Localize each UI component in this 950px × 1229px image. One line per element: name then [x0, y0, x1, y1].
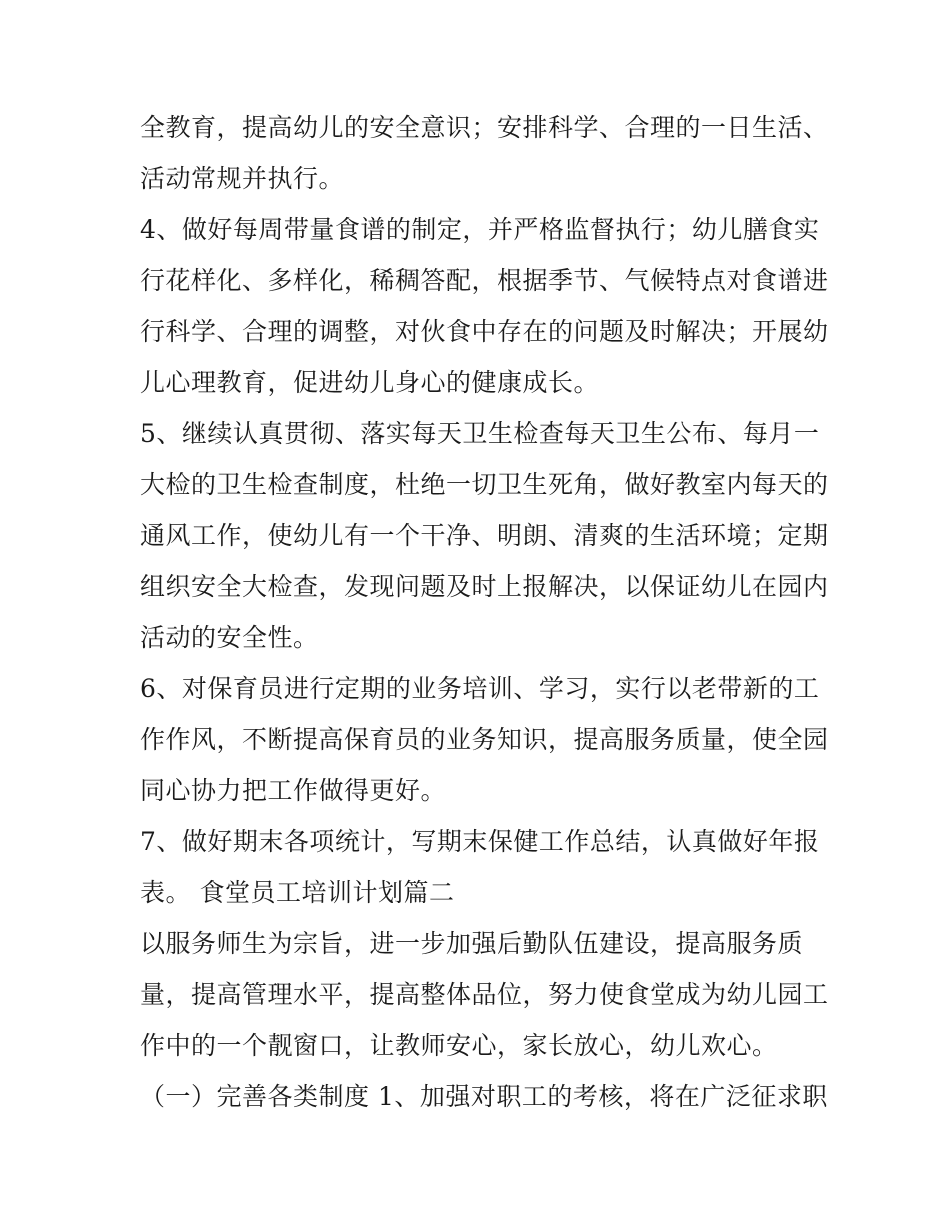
text-line: 表。 食堂员工培训计划篇二	[140, 878, 455, 907]
text-line: 6、对保育员进行定期的业务培训、学习，实行以老带新的工	[140, 674, 820, 703]
text-line: 作中的一个靓窗口，让教师安心，家长放心，幼儿欢心。	[140, 1031, 778, 1060]
text-line: 行花样化、多样化，稀稠答配，根据季节、气候特点对食谱进	[140, 266, 829, 295]
text-line: 通风工作，使幼儿有一个干净、明朗、清爽的生活环境；定期	[140, 521, 829, 550]
text-line: 大检的卫生检查制度，杜绝一切卫生死角，做好教室内每天的	[140, 470, 829, 499]
text-line: （一）完善各类制度 1、加强对职工的考核，将在广泛征求职	[140, 1082, 828, 1111]
text-line: 全教育，提高幼儿的安全意识；安排科学、合理的一日生活、	[140, 113, 829, 142]
text-line: 以服务师生为宗旨，进一步加强后勤队伍建设，提高服务质	[140, 929, 804, 958]
text-line: 4、做好每周带量食谱的制定，并严格监督执行；幼儿膳食实	[140, 215, 820, 244]
text-line: 同心协力把工作做得更好。	[140, 776, 447, 805]
text-line: 7、做好期末各项统计，写期末保健工作总结，认真做好年报	[140, 827, 820, 856]
text-line: 活动常规并执行。	[140, 164, 345, 193]
text-line: 量，提高管理水平，提高整体品位，努力使食堂成为幼儿园工	[140, 980, 829, 1009]
text-line: 组织安全大检查，发现问题及时上报解决，以保证幼儿在园内	[140, 572, 829, 601]
text-line: 活动的安全性。	[140, 623, 319, 652]
text-line: 行科学、合理的调整，对伙食中存在的问题及时解决；开展幼	[140, 317, 829, 346]
text-line: 5、继续认真贯彻、落实每天卫生检查每天卫生公布、每月一	[140, 419, 820, 448]
text-line: 作作风，不断提高保育员的业务知识，提高服务质量，使全园	[140, 725, 829, 754]
text-line: 儿心理教育，促进幼儿身心的健康成长。	[140, 368, 600, 397]
